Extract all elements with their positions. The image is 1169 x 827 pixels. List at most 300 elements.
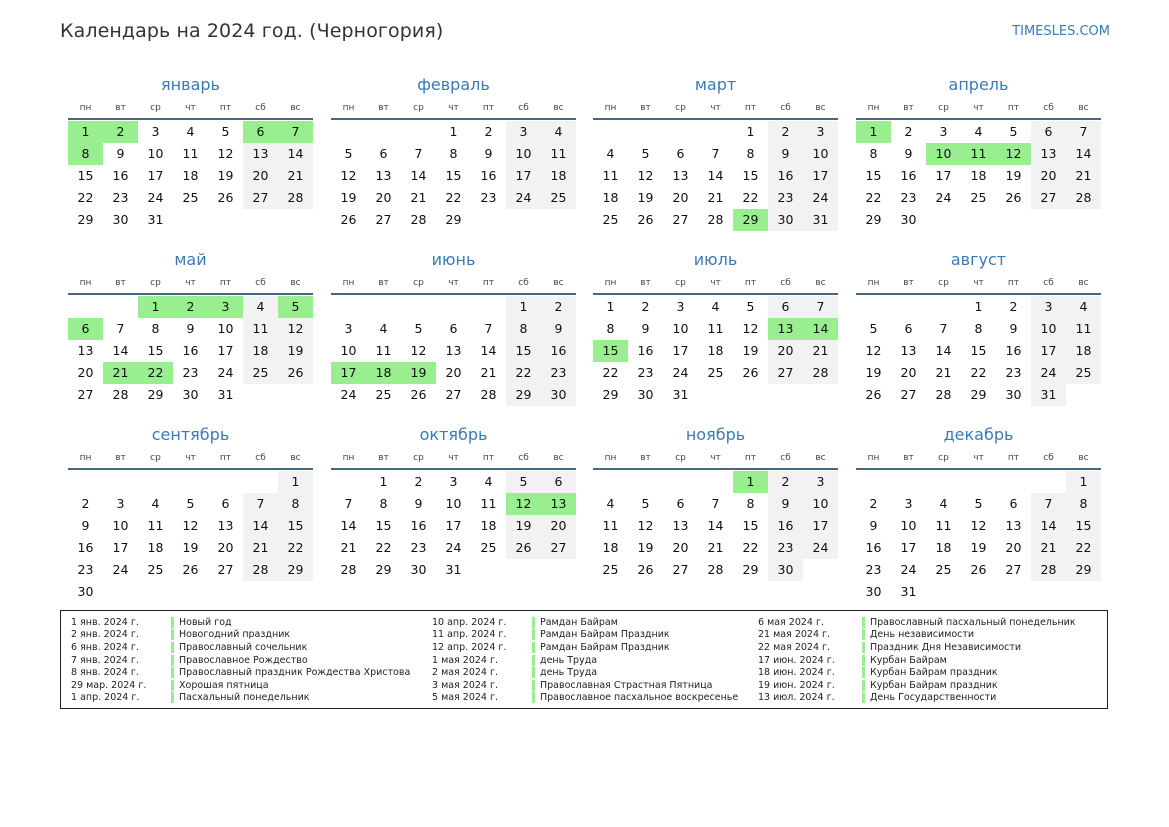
weekday-label: пт	[219, 103, 232, 113]
holiday-date: 7 янв. 2024 г.	[71, 654, 139, 666]
day-cell: 7	[1066, 121, 1101, 143]
holiday-marker	[862, 692, 865, 703]
day-cell: 21	[340, 540, 357, 555]
day-cell: 14	[935, 343, 952, 358]
day-cell: 3	[904, 496, 913, 511]
day-cell: 20	[900, 365, 917, 380]
day-cell: 4	[711, 299, 720, 314]
weekday-label: вс	[290, 103, 301, 113]
holiday-name: Курбан Байрам праздник	[870, 679, 998, 691]
day-cell: 31	[1031, 384, 1066, 406]
weekday-header	[331, 448, 576, 470]
day-cell: 26	[278, 362, 313, 384]
day-cell: 6	[449, 321, 458, 336]
weekday-label: пн	[867, 103, 880, 113]
month-name: февраль	[417, 75, 490, 94]
days-grid	[68, 120, 313, 231]
weekday-label: вт	[640, 278, 651, 288]
day-cell: 26	[1005, 190, 1022, 205]
day-cell: 25	[147, 562, 164, 577]
weekday-header	[331, 98, 576, 120]
holiday-day: 1	[68, 121, 103, 143]
weekday-label: вс	[1078, 103, 1089, 113]
day-cell: 19	[182, 540, 199, 555]
holiday-name: Хорошая пятница	[179, 679, 269, 691]
day-cell: 24	[803, 187, 838, 209]
day-cell: 10	[672, 321, 689, 336]
day-cell: 11	[243, 318, 278, 340]
weekday-header	[593, 448, 838, 470]
holiday-name: Курбан Байрам праздник	[870, 667, 998, 679]
day-cell: 9	[768, 493, 803, 515]
day-cell: 13	[900, 343, 917, 358]
weekday-label: чт	[448, 453, 459, 463]
day-cell: 17	[803, 515, 838, 537]
day-cell: 15	[970, 343, 987, 358]
weekday-label: вт	[640, 453, 651, 463]
day-cell: 1	[506, 296, 541, 318]
holiday-date: 1 янв. 2024 г.	[71, 616, 139, 628]
day-cell: 24	[340, 387, 357, 402]
day-cell: 2	[81, 496, 90, 511]
day-cell: 20	[768, 340, 803, 362]
day-cell: 11	[541, 143, 576, 165]
legend-row	[71, 641, 410, 654]
day-cell: 9	[414, 496, 423, 511]
days-grid	[593, 295, 838, 406]
holiday-day: 22	[138, 362, 173, 384]
weekday-label: сб	[780, 103, 791, 113]
day-cell: 28	[243, 559, 278, 581]
weekday-label: пн	[867, 278, 880, 288]
day-cell: 13	[77, 343, 94, 358]
day-cell: 1	[746, 124, 755, 139]
day-cell: 4	[243, 296, 278, 318]
weekday-label: вс	[815, 103, 826, 113]
legend-row	[758, 679, 1076, 692]
legend-row	[71, 654, 410, 667]
weekday-label: вт	[903, 103, 914, 113]
day-cell: 12	[340, 168, 357, 183]
day-cell: 16	[900, 168, 917, 183]
day-cell: 20	[1031, 165, 1066, 187]
day-cell: 4	[541, 121, 576, 143]
holiday-date: 29 мар. 2024 г.	[71, 679, 147, 691]
day-cell: 17	[900, 540, 917, 555]
holiday-name: Рамдан Байрам Праздник	[540, 641, 670, 653]
day-cell: 23	[900, 190, 917, 205]
day-cell: 7	[1031, 493, 1066, 515]
day-cell: 19	[637, 540, 654, 555]
weekday-label: пт	[482, 278, 495, 288]
day-cell: 28	[803, 362, 838, 384]
days-grid	[68, 470, 313, 603]
day-cell: 25	[1066, 362, 1101, 384]
weekday-label: ср	[150, 103, 161, 113]
holiday-day: 3	[208, 296, 243, 318]
site-link[interactable]: TIMESLES.COM	[1012, 24, 1110, 39]
day-cell: 21	[243, 537, 278, 559]
weekday-label: ср	[413, 453, 424, 463]
holiday-date: 18 июн. 2024 г.	[758, 667, 835, 679]
legend-column	[71, 616, 410, 704]
day-cell: 14	[243, 515, 278, 537]
day-cell: 25	[602, 212, 619, 227]
day-cell: 19	[1005, 168, 1022, 183]
day-cell: 5	[506, 471, 541, 493]
day-cell: 22	[865, 190, 882, 205]
day-cell: 18	[1066, 340, 1101, 362]
day-cell: 27	[672, 562, 689, 577]
day-cell: 12	[410, 343, 427, 358]
day-cell: 7	[243, 493, 278, 515]
day-cell: 24	[147, 190, 164, 205]
day-cell: 20	[445, 365, 462, 380]
month-name: апрель	[948, 75, 1009, 94]
weekday-header	[856, 273, 1101, 295]
day-cell: 28	[707, 212, 724, 227]
holiday-day: 21	[103, 362, 138, 384]
day-cell: 29	[147, 387, 164, 402]
holiday-day: 8	[68, 143, 103, 165]
legend-row	[432, 654, 738, 667]
month-block	[68, 72, 313, 231]
day-cell: 22	[375, 540, 392, 555]
day-cell: 17	[803, 165, 838, 187]
day-cell: 16	[637, 343, 654, 358]
day-cell: 24	[1031, 362, 1066, 384]
day-cell: 30	[541, 384, 576, 406]
day-cell: 10	[147, 146, 164, 161]
day-cell: 16	[541, 340, 576, 362]
weekday-label: вс	[553, 453, 564, 463]
holiday-date: 5 мая 2024 г.	[432, 692, 498, 704]
holiday-name: Православный сочельник	[179, 641, 308, 653]
holiday-date: 10 апр. 2024 г.	[432, 616, 507, 628]
day-cell: 13	[217, 518, 234, 533]
legend-row	[758, 666, 1076, 679]
day-cell: 30	[900, 212, 917, 227]
month-block	[331, 422, 576, 581]
legend-column	[758, 616, 1076, 704]
day-cell: 22	[742, 190, 759, 205]
day-cell: 10	[803, 493, 838, 515]
month-name: сентябрь	[151, 425, 230, 444]
day-cell: 23	[768, 537, 803, 559]
day-cell: 1	[974, 299, 983, 314]
days-grid	[856, 120, 1101, 231]
weekday-header	[68, 448, 313, 470]
holiday-day: 10	[926, 143, 961, 165]
day-cell: 19	[506, 515, 541, 537]
day-cell: 8	[151, 321, 160, 336]
day-cell: 20	[541, 515, 576, 537]
legend-row	[432, 666, 738, 679]
day-cell: 22	[970, 365, 987, 380]
day-cell: 10	[340, 343, 357, 358]
day-cell: 30	[1005, 387, 1022, 402]
day-cell: 25	[182, 190, 199, 205]
day-cell: 7	[711, 496, 720, 511]
day-cell: 23	[410, 540, 427, 555]
weekday-label: чт	[973, 103, 984, 113]
day-cell: 16	[768, 165, 803, 187]
weekday-header	[593, 273, 838, 295]
day-cell: 17	[445, 518, 462, 533]
holiday-marker	[532, 642, 535, 653]
day-cell: 17	[672, 343, 689, 358]
day-cell: 29	[278, 559, 313, 581]
day-cell: 12	[637, 518, 654, 533]
day-cell: 21	[935, 365, 952, 380]
days-grid	[331, 470, 576, 581]
day-cell: 12	[637, 168, 654, 183]
day-cell: 18	[480, 518, 497, 533]
day-cell: 9	[768, 143, 803, 165]
day-cell: 3	[1031, 296, 1066, 318]
day-cell: 23	[768, 187, 803, 209]
holiday-date: 3 мая 2024 г.	[432, 679, 498, 691]
day-cell: 2	[414, 474, 423, 489]
day-cell: 8	[746, 496, 755, 511]
holiday-date: 6 янв. 2024 г.	[71, 641, 139, 653]
day-cell: 30	[768, 209, 803, 231]
day-cell: 3	[803, 121, 838, 143]
day-cell: 2	[768, 471, 803, 493]
day-cell: 18	[243, 340, 278, 362]
day-cell: 4	[939, 496, 948, 511]
holiday-marker	[532, 655, 535, 666]
day-cell: 22	[445, 190, 462, 205]
day-cell: 30	[637, 387, 654, 402]
holiday-name: Новогодний праздник	[179, 629, 291, 641]
weekday-label: пт	[482, 453, 495, 463]
holiday-marker	[171, 692, 174, 703]
legend-row	[71, 692, 410, 705]
day-cell: 20	[1005, 540, 1022, 555]
holiday-day: 29	[733, 209, 768, 231]
weekday-label: пн	[79, 278, 92, 288]
day-cell: 28	[410, 212, 427, 227]
day-cell: 15	[445, 168, 462, 183]
day-cell: 7	[484, 321, 493, 336]
weekday-label: пт	[219, 453, 232, 463]
weekday-label: вс	[290, 278, 301, 288]
day-cell: 13	[243, 143, 278, 165]
day-cell: 6	[221, 496, 230, 511]
days-grid	[331, 295, 576, 406]
day-cell: 6	[379, 146, 388, 161]
holiday-day: 6	[243, 121, 278, 143]
day-cell: 25	[602, 562, 619, 577]
holiday-name: Православное пасхальное воскресенье	[540, 692, 739, 704]
days-grid	[68, 295, 313, 406]
holiday-marker	[171, 617, 174, 628]
day-cell: 27	[1031, 187, 1066, 209]
day-cell: 23	[865, 562, 882, 577]
day-cell: 6	[904, 321, 913, 336]
day-cell: 24	[112, 562, 129, 577]
holiday-name: День независимости	[870, 629, 975, 641]
day-cell: 24	[672, 365, 689, 380]
holiday-marker	[171, 629, 174, 640]
day-cell: 24	[935, 190, 952, 205]
day-cell: 4	[151, 496, 160, 511]
weekday-label: сб	[780, 453, 791, 463]
weekday-label: пт	[744, 453, 757, 463]
day-cell: 15	[278, 515, 313, 537]
day-cell: 18	[182, 168, 199, 183]
weekday-label: пт	[1007, 278, 1020, 288]
day-cell: 11	[602, 518, 619, 533]
holiday-name: Православный пасхальный понедельник	[870, 616, 1076, 628]
day-cell: 26	[742, 365, 759, 380]
month-name: май	[174, 250, 207, 269]
day-cell: 16	[182, 343, 199, 358]
day-cell: 11	[480, 496, 497, 511]
weekday-label: пт	[744, 278, 757, 288]
day-cell: 3	[344, 321, 353, 336]
day-cell: 25	[243, 362, 278, 384]
holiday-marker	[171, 680, 174, 691]
day-cell: 15	[77, 168, 94, 183]
day-cell: 24	[506, 187, 541, 209]
holiday-day: 7	[278, 121, 313, 143]
holiday-day: 13	[541, 493, 576, 515]
day-cell: 21	[803, 340, 838, 362]
day-cell: 23	[182, 365, 199, 380]
weekday-label: пн	[79, 453, 92, 463]
day-cell: 2	[768, 121, 803, 143]
day-cell: 21	[278, 165, 313, 187]
weekday-label: чт	[710, 278, 721, 288]
weekday-label: пт	[744, 103, 757, 113]
day-cell: 17	[147, 168, 164, 183]
day-cell: 23	[112, 190, 129, 205]
day-cell: 27	[672, 212, 689, 227]
weekday-header	[856, 448, 1101, 470]
day-cell: 26	[217, 190, 234, 205]
day-cell: 27	[217, 562, 234, 577]
legend-row	[432, 629, 738, 642]
day-cell: 15	[742, 518, 759, 533]
month-block	[856, 72, 1101, 231]
day-cell: 22	[77, 190, 94, 205]
holiday-name: Курбан Байрам	[870, 654, 947, 666]
day-cell: 4	[484, 474, 493, 489]
day-cell: 1	[606, 299, 615, 314]
day-cell: 27	[768, 362, 803, 384]
day-cell: 2	[904, 124, 913, 139]
weekday-label: ср	[150, 453, 161, 463]
month-block	[593, 247, 838, 406]
month-block	[856, 422, 1101, 603]
holiday-day: 2	[173, 296, 208, 318]
holiday-marker	[862, 680, 865, 691]
legend-row	[758, 692, 1076, 705]
day-cell: 6	[1031, 121, 1066, 143]
month-block	[593, 422, 838, 581]
day-cell: 20	[217, 540, 234, 555]
days-grid	[856, 470, 1101, 603]
month-block	[331, 72, 576, 231]
weekday-header	[593, 98, 838, 120]
weekday-label: ср	[938, 453, 949, 463]
day-cell: 7	[711, 146, 720, 161]
holiday-name: Православная Страстная Пятница	[540, 679, 713, 691]
day-cell: 28	[707, 562, 724, 577]
day-cell: 3	[676, 299, 685, 314]
day-cell: 3	[116, 496, 125, 511]
day-cell: 26	[637, 212, 654, 227]
holiday-day: 2	[103, 121, 138, 143]
day-cell: 18	[935, 540, 952, 555]
day-cell: 2	[541, 296, 576, 318]
day-cell: 31	[672, 387, 689, 402]
day-cell: 23	[541, 362, 576, 384]
day-cell: 19	[970, 540, 987, 555]
day-cell: 9	[116, 146, 125, 161]
day-cell: 9	[541, 318, 576, 340]
day-cell: 11	[182, 146, 199, 161]
day-cell: 9	[81, 518, 90, 533]
weekday-label: пт	[1007, 453, 1020, 463]
month-name: август	[950, 250, 1007, 269]
weekday-label: ср	[675, 278, 686, 288]
day-cell: 6	[676, 146, 685, 161]
day-cell: 4	[186, 124, 195, 139]
holiday-legend	[60, 610, 1108, 709]
holiday-date: 2 мая 2024 г.	[432, 667, 498, 679]
days-grid	[593, 120, 838, 231]
day-cell: 24	[445, 540, 462, 555]
weekday-label: ср	[938, 103, 949, 113]
day-cell: 5	[221, 124, 230, 139]
holiday-day: 12	[996, 143, 1031, 165]
weekday-label: сб	[1043, 103, 1054, 113]
day-cell: 10	[112, 518, 129, 533]
day-cell: 26	[506, 537, 541, 559]
day-cell: 21	[1066, 165, 1101, 187]
day-cell: 8	[606, 321, 615, 336]
day-cell: 2	[484, 124, 493, 139]
weekday-label: чт	[185, 278, 196, 288]
day-cell: 5	[641, 146, 650, 161]
month-name: январь	[161, 75, 220, 94]
legend-row	[432, 641, 738, 654]
day-cell: 4	[1066, 296, 1101, 318]
day-cell: 11	[1066, 318, 1101, 340]
weekday-label: вс	[815, 278, 826, 288]
weekday-label: сб	[518, 453, 529, 463]
day-cell: 6	[541, 471, 576, 493]
day-cell: 20	[672, 190, 689, 205]
day-cell: 6	[676, 496, 685, 511]
day-cell: 24	[803, 537, 838, 559]
month-name: октябрь	[419, 425, 488, 444]
holiday-date: 1 апр. 2024 г.	[71, 692, 140, 704]
day-cell: 28	[1031, 559, 1066, 581]
day-cell: 12	[865, 343, 882, 358]
weekday-label: вт	[378, 103, 389, 113]
holiday-marker	[532, 680, 535, 691]
holiday-date: 22 мая 2024 г.	[758, 641, 831, 653]
day-cell: 30	[112, 212, 129, 227]
holiday-date: 6 мая 2024 г.	[758, 616, 824, 628]
legend-row	[758, 616, 1076, 629]
holiday-date: 11 апр. 2024 г.	[432, 629, 507, 641]
day-cell: 5	[186, 496, 195, 511]
